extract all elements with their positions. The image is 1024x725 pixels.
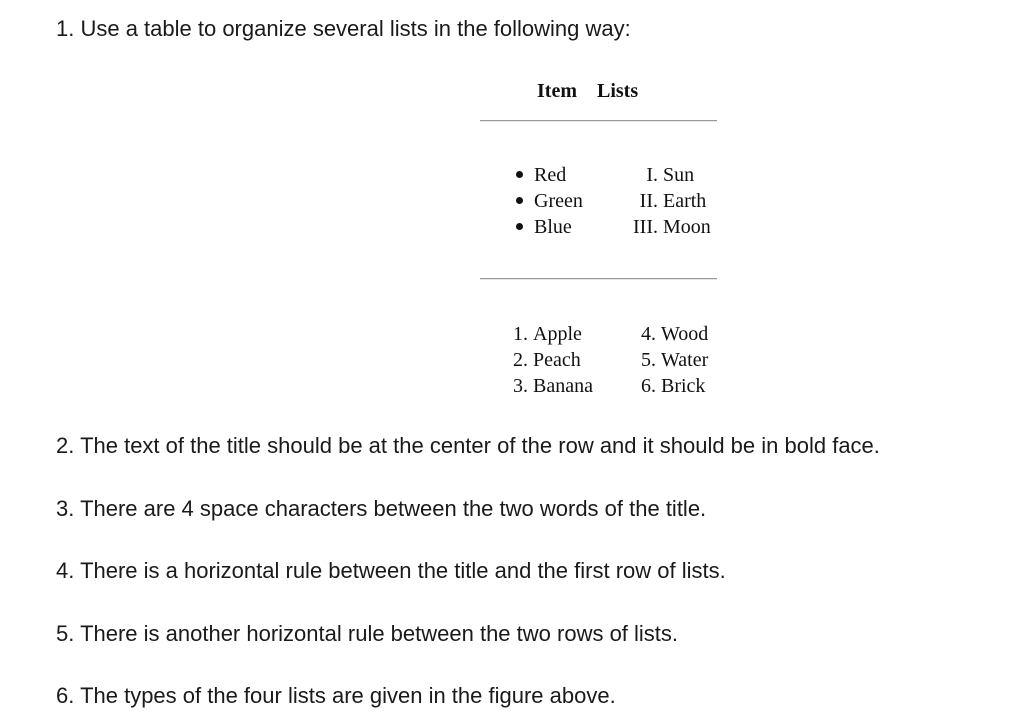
list-item: Green xyxy=(516,188,583,214)
instruction-4: 4. There is a horizontal rule between the title and the first row of lists. xyxy=(56,558,726,583)
list-item: 6. Brick xyxy=(641,375,706,397)
numbered-list-2 xyxy=(641,321,708,399)
list-item: 1. Apple xyxy=(513,323,582,345)
list-item: Red xyxy=(516,162,583,188)
instruction-2: 2. The text of the title should be at the center of the row and it should be in bold face. xyxy=(56,433,880,458)
list-item: Blue xyxy=(516,214,583,240)
instruction-6: 6. The types of the four lists are given in the figure above. xyxy=(56,683,616,708)
bullet-icon xyxy=(516,223,523,230)
instruction-3: 3. There are 4 space characters between the two words of the title. xyxy=(56,496,707,521)
bullet-icon xyxy=(516,197,523,204)
figure-title: Item Lists xyxy=(537,80,639,102)
numbered-list-1 xyxy=(513,321,593,399)
list-item: 2. Peach xyxy=(513,349,581,371)
horizontal-rule-2 xyxy=(480,278,717,280)
list-item: 5. Water xyxy=(641,349,709,371)
list-item: III. Moon xyxy=(633,216,711,238)
list-item: 4. Wood xyxy=(641,323,709,345)
list-item: I. Sun xyxy=(646,164,695,186)
roman-list xyxy=(629,162,711,240)
list-item: II. Earth xyxy=(639,190,707,212)
instruction-1: 1. Use a table to organize several lists in the following way: xyxy=(56,16,631,41)
bullet-icon xyxy=(516,171,523,178)
list-item: 3. Banana xyxy=(513,375,593,397)
instruction-5: 5. There is another horizontal rule between the two rows of lists. xyxy=(56,621,679,646)
horizontal-rule-1 xyxy=(480,120,717,122)
bullet-list xyxy=(516,162,583,240)
